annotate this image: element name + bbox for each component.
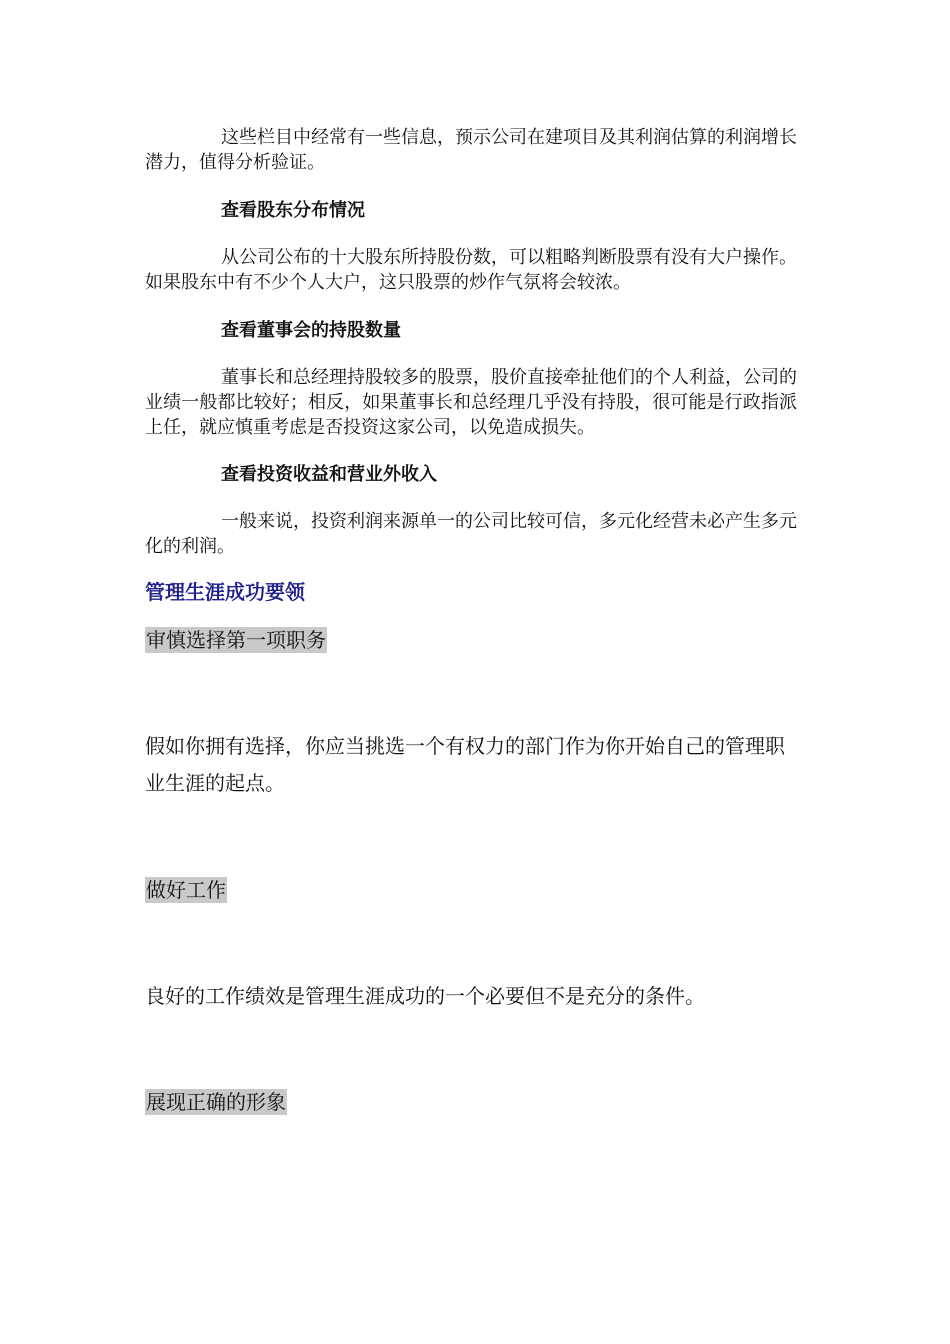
highlight-heading-do-good-work: 做好工作	[146, 878, 226, 902]
section-title-career: 管理生涯成功要领	[145, 580, 305, 604]
highlight-heading-right-image: 展现正确的形象	[146, 1090, 286, 1114]
paragraph-project-info: 这些栏目中经常有一些信息，预示公司在建项目及其利润估算的利润增长潜力，值得分析验证。	[145, 127, 797, 173]
highlight-heading-first-job: 审慎选择第一项职务	[146, 628, 326, 652]
subheading-investment-income: 查看投资收益和营业外收入	[221, 464, 437, 485]
paragraph-investment-income: 一般来说，投资利润来源单一的公司比较可信，多元化经营未必产生多元化的利润。	[145, 511, 797, 557]
paragraph-shareholders: 从公司公布的十大股东所持股份数，可以粗略判断股票有没有大户操作。如果股东中有不少个人大户，这只股票的炒作气氛将会较浓。	[145, 247, 797, 293]
subheading-shareholders: 查看股东分布情况	[221, 200, 365, 221]
subheading-board-holdings: 查看董事会的持股数量	[221, 320, 401, 341]
body-do-good-work: 良好的工作绩效是管理生涯成功的一个必要但不是充分的条件。	[145, 984, 705, 1008]
paragraph-board-holdings: 董事长和总经理持股较多的股票，股价直接牵扯他们的个人利益，公司的业绩一般都比较好；相反，如果董事长和总经理几乎没有持股，很可能是行政指派上任，就应慎重考虑是否投资这家公司，以免造成损失。	[145, 367, 797, 438]
body-first-job: 假如你拥有选择，你应当挑选一个有权力的部门作为你开始自己的管理职业生涯的起点。	[145, 734, 785, 795]
